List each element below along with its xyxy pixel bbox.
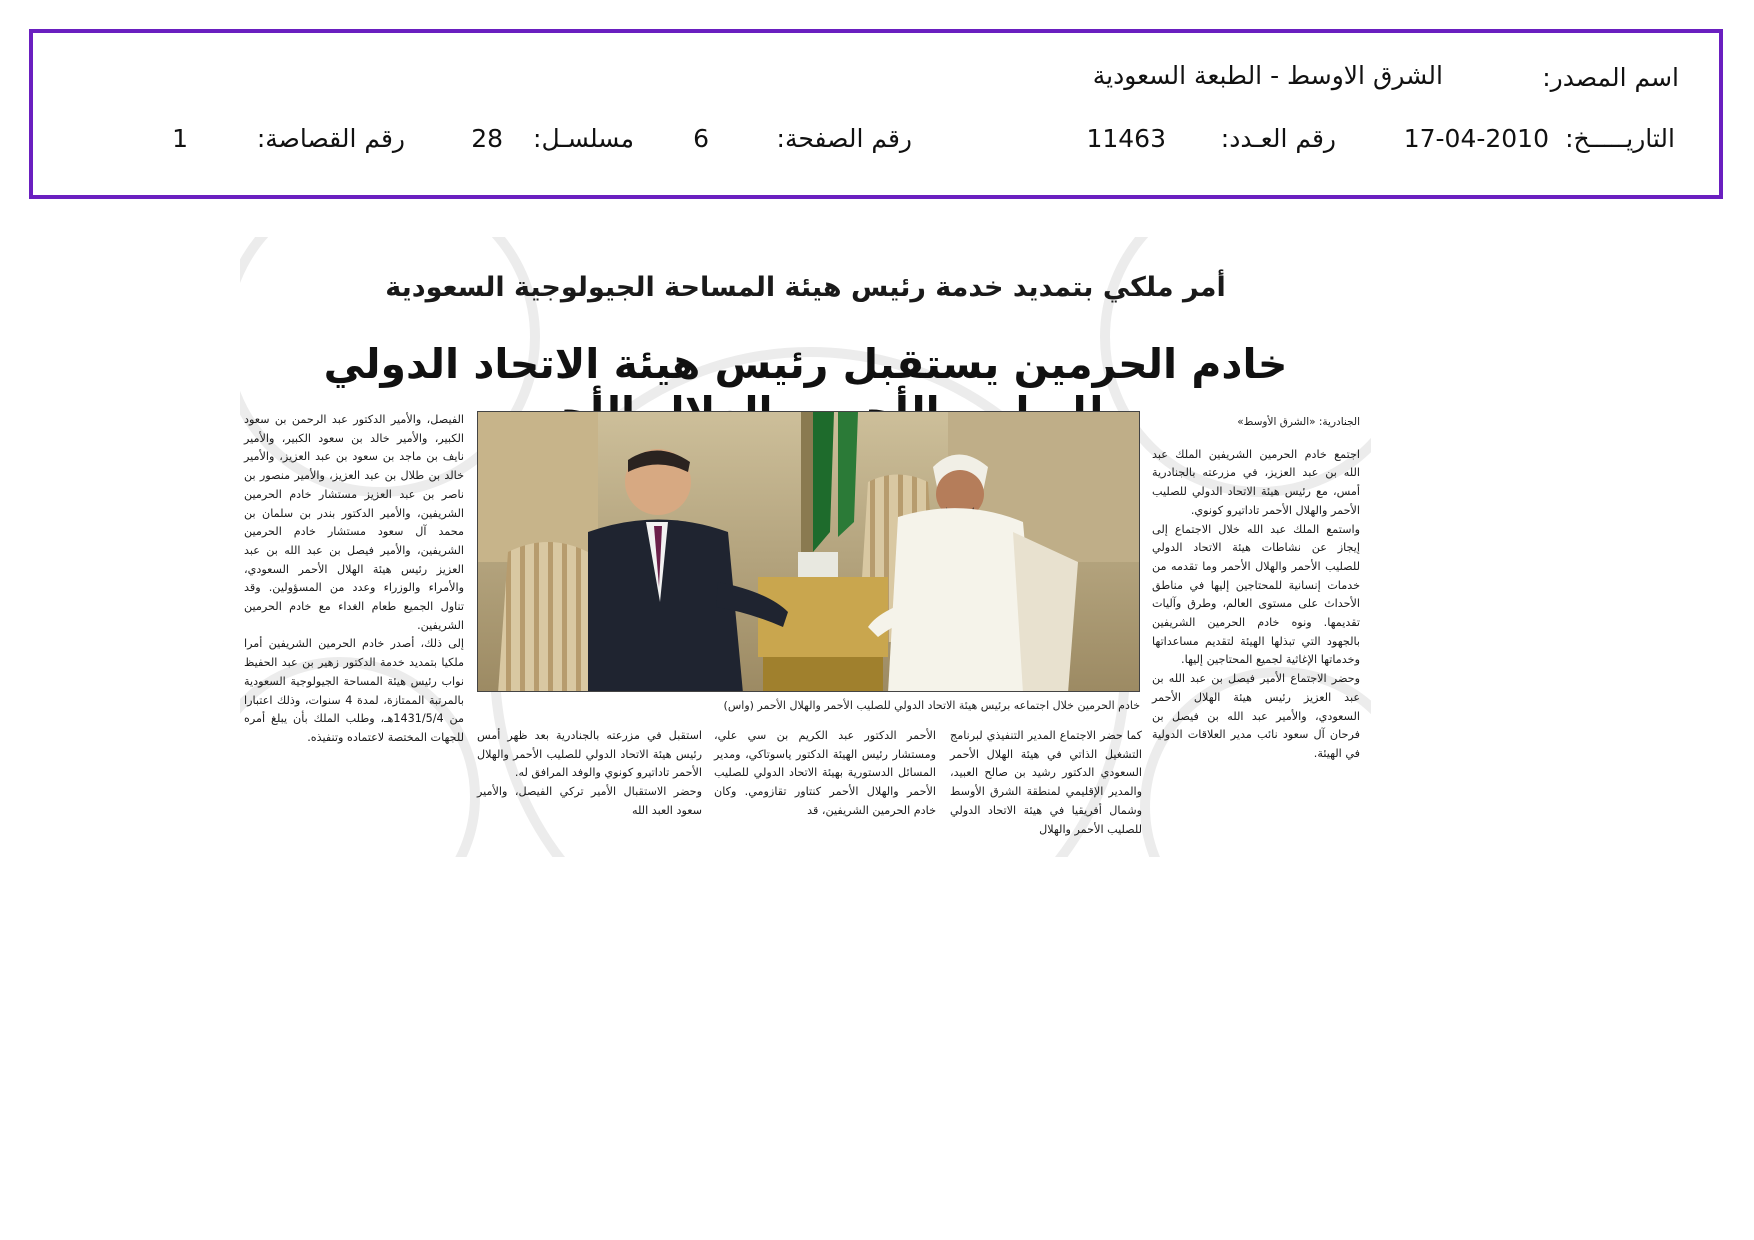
article-paragraph: اجتمع خادم الحرمين الشريفين الملك عبد الله بن عبد العزيز، في مزرعته بالجنادرية أمس، مع رئيس هيئة الاتحاد الدولي للصليب الأحمر والهلال الأحمر تاداتيرو كونوي. xyxy=(1152,447,1360,517)
clipping-metadata-box xyxy=(29,29,1723,199)
article-paragraph: وحضر الاستقبال الأمير تركي الفيصل، والأمير سعود العبد الله xyxy=(477,785,702,817)
article-paragraph: استقبل في مزرعته بالجنادرية بعد ظهر أمس رئيس هيئة الاتحاد الدولي للصليب الأحمر والهلال الأحمر تاداتيرو كونوي والوفد المرافق له. xyxy=(477,729,702,780)
clip-number-label: رقم القصاصة: xyxy=(256,124,405,153)
photo-caption: خادم الحرمين خلال اجتماعه برئيس هيئة الاتحاد الدولي للصليب الأحمر والهلال الأحمر (واس) xyxy=(723,699,1140,712)
article-headline: خادم الحرمين يستقبل رئيس هيئة الاتحاد الدولي xyxy=(323,340,1288,388)
page-label: رقم الصفحة: xyxy=(776,124,912,153)
clip-number-value: 1 xyxy=(172,124,188,153)
serial-label: مسلسـل: xyxy=(533,124,634,153)
issue-value: 11463 xyxy=(1086,124,1166,153)
article-column-5 xyxy=(244,411,464,748)
date-value: 17-04-2010 xyxy=(1403,124,1549,153)
article-paragraph: كما حضر الاجتماع المدير التنفيذي لبرنامج التشغيل الذاتي في هيئة الهلال الأحمر السعودي الدكتور رشيد بن صالح العبيد، والمدير الإقليمي لمنطقة الشرق الأوسط وشمال أفريقيا في هيئة الاتحاد الدولي للصليب الأحمر والهلال xyxy=(950,729,1142,836)
article-column-4 xyxy=(477,727,702,821)
serial-value: 28 xyxy=(471,124,503,153)
article-paragraph: الأحمر الدكتور عبد الكريم بن سي علي، ومستشار رئيس الهيئة الدكتور ياسوتاكي، ومدير المسائل الدستورية بهيئة الاتحاد الدولي للصليب الأحمر والهلال الأحمر كنتاور تقازومي. وكان خادم الحرمين الشريفين، قد xyxy=(714,729,936,817)
news-photo xyxy=(477,411,1140,692)
source-value: الشرق الاوسط - الطبعة السعودية xyxy=(1092,61,1443,90)
article-paragraph: الفيصل، والأمير الدكتور عبد الرحمن بن سعود الكبير، والأمير خالد بن سعود الكبير، والأمير نايف بن ماجد بن سعود بن عبد العزيز، والأمير خالد بن طلال بن عبد العزيز، والأمير منصور بن ناصر بن عبد العزيز مستشار خادم الحرمين الشريفين، والأمير الدكتور بندر بن سلمان بن محمد آل سعود مستشار خادم الحرمين الشريفين، والأمير فيصل بن عبد الله بن عبد العزيز رئيس هيئة الهلال الأحمر السعودي، والأمراء والوزراء وعدد من المسؤولين. وقد تناول الجميع طعام الغداء مع خادم الحرمين الشريفين. xyxy=(244,413,464,632)
article-column-3 xyxy=(714,727,936,821)
newspaper-clipping xyxy=(240,237,1371,857)
issue-label: رقم العـدد: xyxy=(1220,124,1336,153)
source-label: اسم المصدر: xyxy=(1542,63,1679,92)
news-photo-illustration xyxy=(478,412,1140,692)
article-paragraph: واستمع الملك عبد الله خلال الاجتماع إلى إيجاز عن نشاطات هيئة الاتحاد الدولي للصليب الأحمر والهلال الأحمر وما تقدمه من خدمات إنسانية للمحتاجين إليها في مناطق الأحداث على مستوى العالم، وطرق وآليات تقديمها. ونوه خادم الحرمين الشريفين بالجهود التي تبذلها الهيئة لتقديم مساعداتها وخدماتها الإغاثية لجميع المحتاجين إليها. xyxy=(1152,522,1360,667)
article-column-2 xyxy=(950,727,1142,839)
date-label: التاريـــــخ: xyxy=(1565,124,1675,153)
article-paragraph: إلى ذلك، أصدر خادم الحرمين الشريفين أمرا ملكيا بتمديد خدمة الدكتور زهير بن عبد الحفيظ نواب رئيس هيئة المساحة الجيولوجية السعودية بالمرتبة الممتازة، لمدة 4 سنوات، وذلك اعتبارا من 1431/5/4هـ، وطلب الملك بأن يبلغ أمره للجهات المختصة لاعتماده وتنفيذه. xyxy=(244,637,464,744)
article-column-1 xyxy=(1152,413,1360,764)
article-paragraph: وحضر الاجتماع الأمير فيصل بن عبد الله بن عبد العزيز رئيس هيئة الهلال الأحمر السعودي، والأمير عبد الله بن فيصل بن فرحان آل سعود نائب مدير العلاقات الدولية في الهيئة. xyxy=(1152,672,1360,760)
article-subheadline: أمر ملكي بتمديد خدمة رئيس هيئة المساحة الجيولوجية السعودية xyxy=(385,272,1226,303)
page-value: 6 xyxy=(693,124,709,153)
dateline: الجنادرية: «الشرق الأوسط» xyxy=(1237,416,1360,428)
